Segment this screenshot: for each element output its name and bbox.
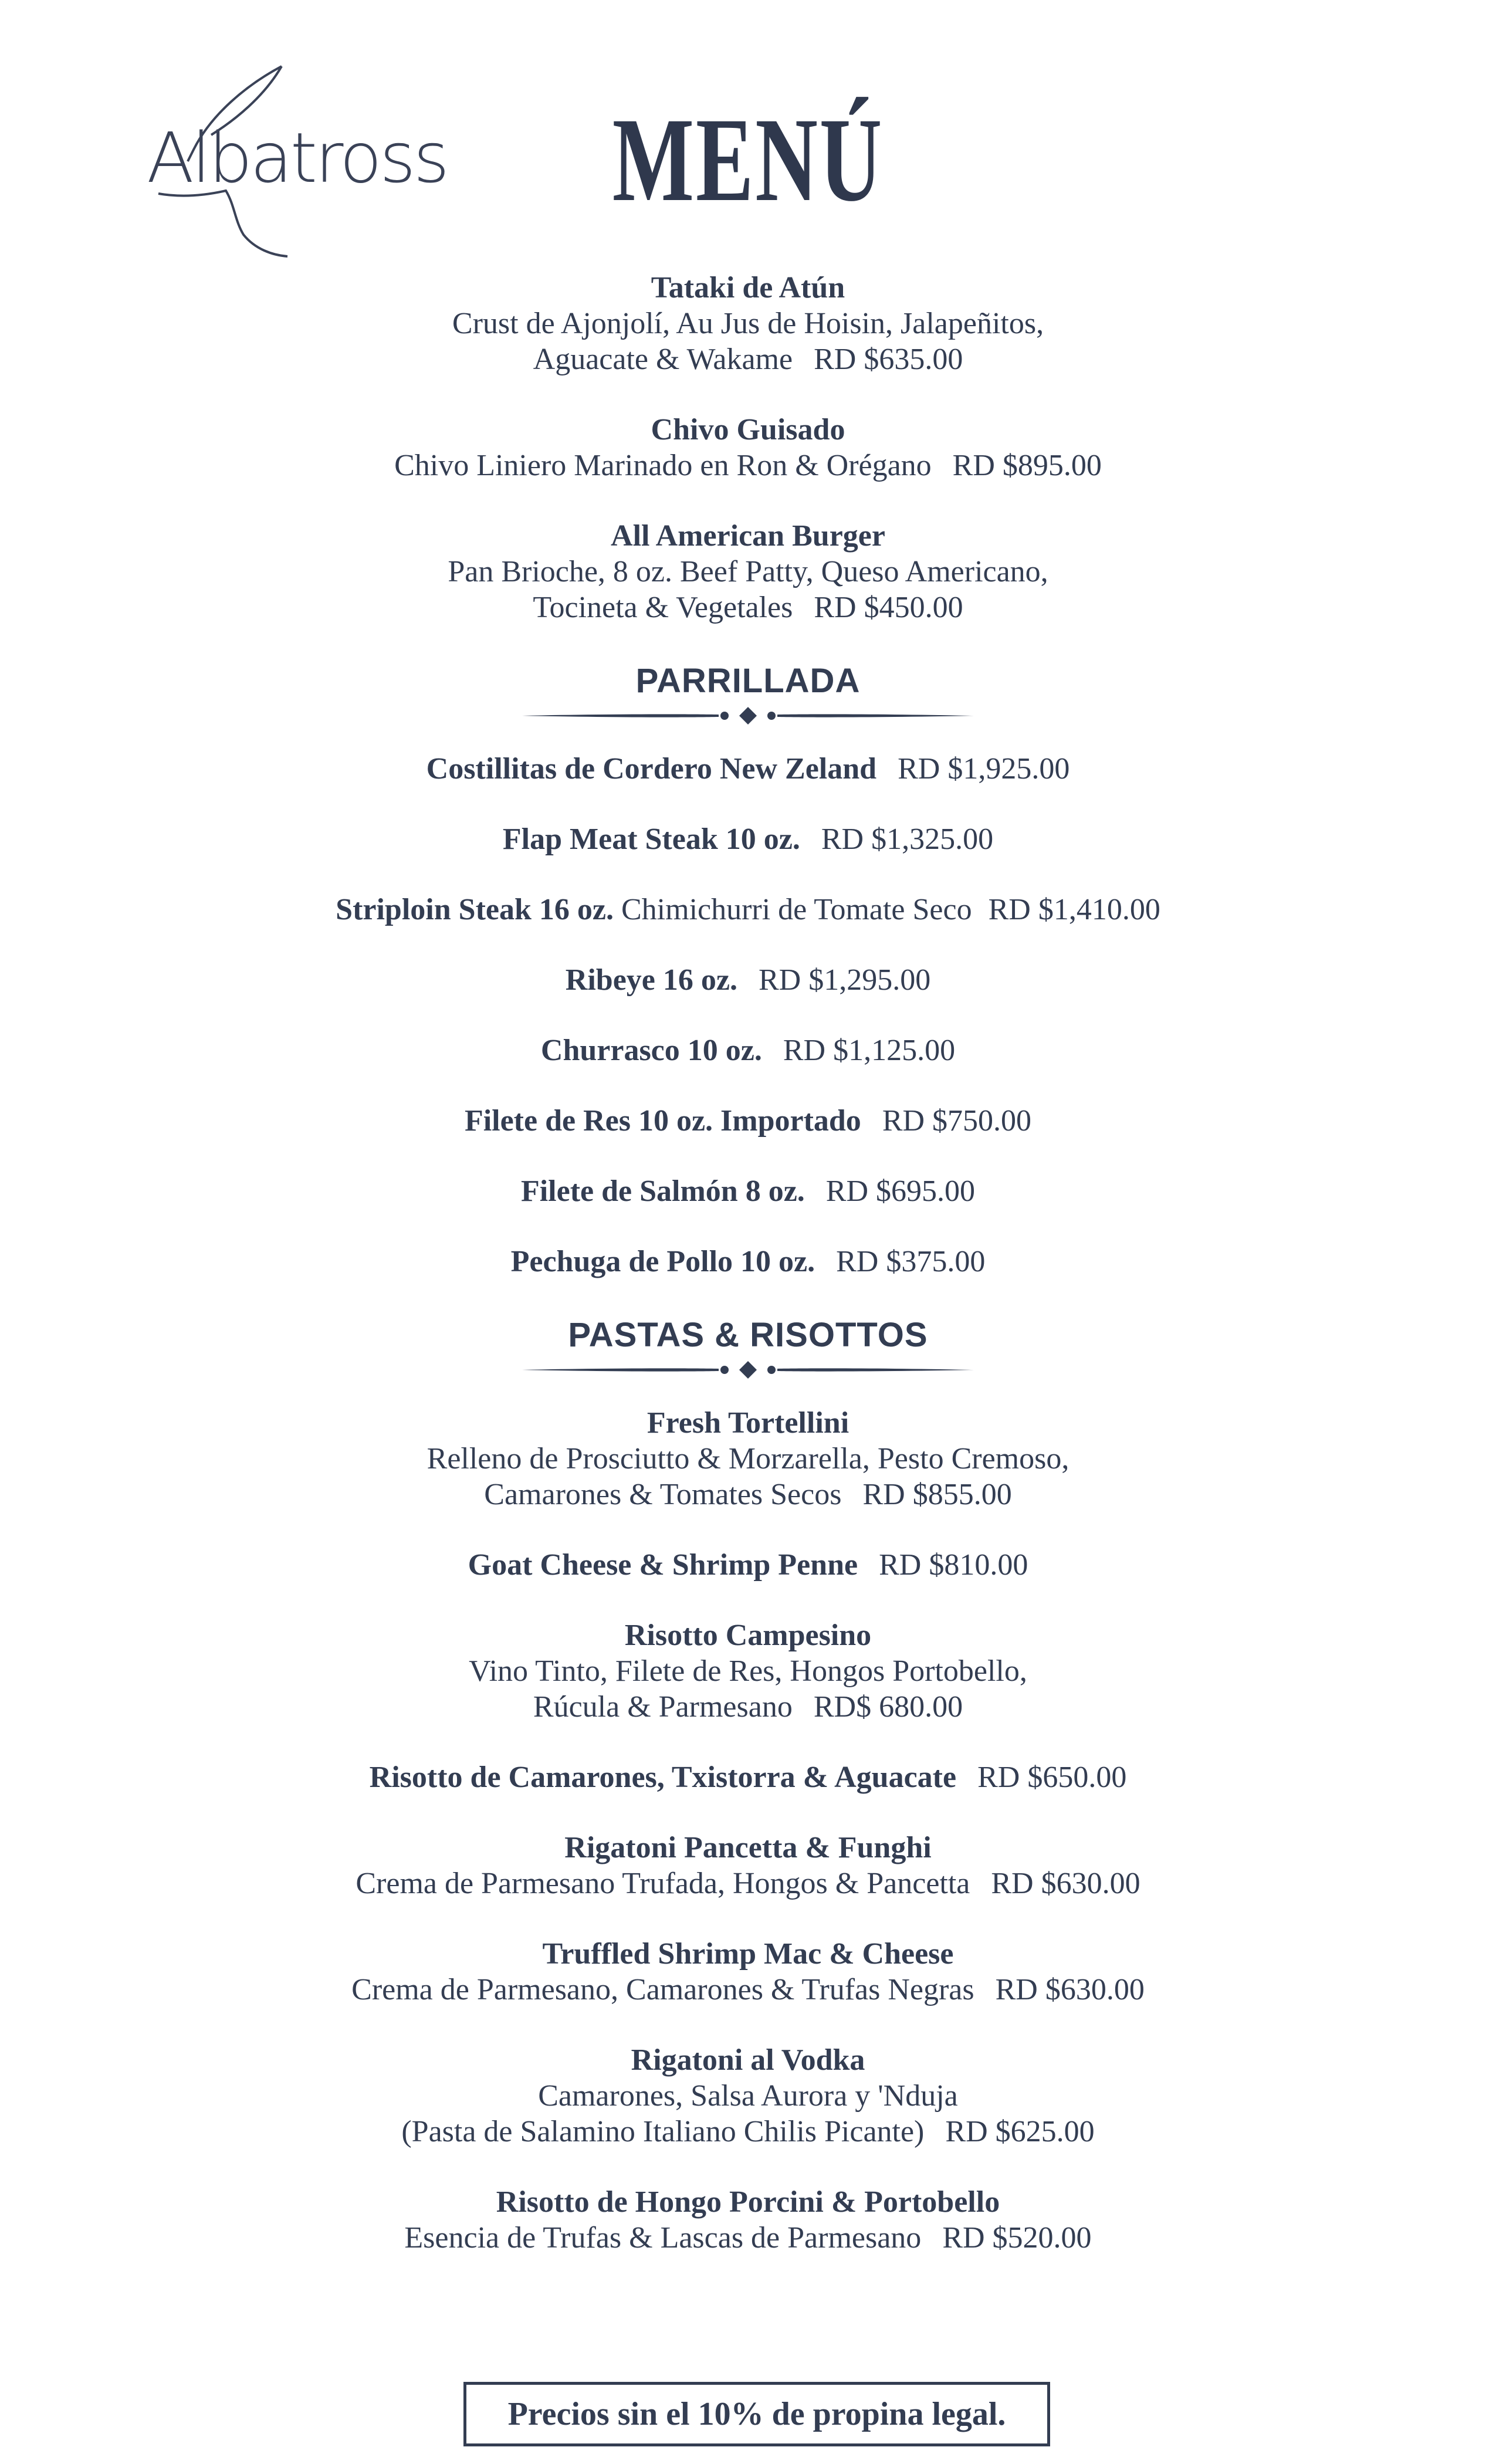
item-name: Churrasco 10 oz.: [540, 1034, 762, 1067]
item-price: RD $625.00: [945, 2115, 1095, 2148]
item-name: Goat Cheese & Shrimp Penne: [468, 1548, 858, 1582]
menu-item: [0, 2042, 1496, 2150]
item-name: All American Burger: [611, 519, 885, 553]
menu-item: [0, 518, 1496, 625]
section-title: PASTAS & RISOTTOS: [568, 1316, 928, 1354]
item-name: Costillitas de Cordero New Zeland: [426, 752, 877, 786]
menu-item: [0, 1033, 1496, 1068]
item-description: Crust de Ajonjolí, Au Jus de Hoisin, Jalapeñitos,: [452, 307, 1044, 340]
item-description: Camarones, Salsa Aurora y 'Nduja: [538, 2079, 958, 2113]
item-price: RD $520.00: [942, 2221, 1092, 2255]
item-name: Pechuga de Pollo 10 oz.: [510, 1245, 815, 1278]
logo-wordmark: Albatross: [147, 117, 448, 198]
item-price: RD $375.00: [836, 1245, 986, 1278]
section-pastas: [0, 1315, 1496, 1382]
menu-item: [0, 1759, 1496, 1795]
item-price: RD $650.00: [977, 1761, 1127, 1794]
item-price: RD $750.00: [882, 1104, 1032, 1138]
item-price: RD $1,325.00: [821, 823, 994, 856]
menu-content: [0, 270, 1496, 2290]
item-price: RD $895.00: [952, 449, 1102, 482]
ornament-divider: [519, 1358, 977, 1382]
item-price: RD $1,410.00: [988, 893, 1160, 926]
menu-item: [0, 1617, 1496, 1725]
item-name: Filete de Res 10 oz. Importado: [464, 1104, 861, 1138]
section-parrillada: [0, 661, 1496, 727]
menu-item: [0, 821, 1496, 857]
item-price: RD$ 680.00: [813, 1690, 963, 1724]
item-description: Crema de Parmesano Trufada, Hongos & Pancetta RD $630.00: [356, 1867, 1140, 1900]
item-name: Risotto Campesino: [624, 1619, 872, 1652]
item-name: Flap Meat Steak 10 oz.: [502, 823, 800, 856]
item-name: Rigatoni al Vodka: [631, 2043, 865, 2077]
item-description: Camarones & Tomates Secos RD $855.00: [484, 1478, 1012, 1511]
tip-disclaimer-box: Precios sin el 10% de propina legal.: [463, 2382, 1050, 2446]
item-name: Tataki de Atún: [651, 271, 845, 304]
item-description: Chivo Liniero Marinado en Ron & Orégano RD $895.00: [394, 449, 1102, 482]
item-name: Filete de Salmón 8 oz.: [520, 1175, 805, 1208]
item-price: RD $855.00: [862, 1478, 1012, 1511]
item-description: Esencia de Trufas & Lascas de Parmesano RD $520.00: [404, 2221, 1092, 2255]
item-price: RD $635.00: [814, 343, 963, 376]
item-price: RD $1,295.00: [758, 963, 931, 997]
section-title: PARRILLADA: [635, 662, 861, 700]
menu-item: [0, 1103, 1496, 1139]
item-price: RD $695.00: [825, 1175, 976, 1208]
item-name: Chivo Guisado: [651, 413, 845, 446]
item-description: Pan Brioche, 8 oz. Beef Patty, Queso Americano,: [448, 555, 1048, 588]
menu-item: [0, 1244, 1496, 1280]
item-description: Relleno de Prosciutto & Morzarella, Pesto Cremoso,: [427, 1442, 1069, 1475]
menu-item: [0, 1173, 1496, 1209]
menu-item: [0, 751, 1496, 787]
menu-title: MENÚ: [612, 93, 884, 226]
item-name: Truffled Shrimp Mac & Cheese: [542, 1937, 954, 1971]
item-name: Rigatoni Pancetta & Funghi: [564, 1831, 932, 1864]
item-name: Risotto de Hongo Porcini & Portobello: [496, 2185, 1000, 2219]
item-description: Crema de Parmesano, Camarones & Trufas Negras RD $630.00: [351, 1973, 1145, 2006]
item-description: Vino Tinto, Filete de Res, Hongos Portobello,: [469, 1654, 1027, 1688]
item-price: RD $1,125.00: [783, 1034, 956, 1067]
ornament-divider: [519, 704, 977, 727]
menu-item: [0, 1547, 1496, 1583]
menu-item: [0, 1405, 1496, 1512]
item-name: Risotto de Camarones, Txistorra & Aguacate: [369, 1761, 957, 1794]
menu-item: [0, 2184, 1496, 2256]
item-description: Aguacate & Wakame RD $635.00: [533, 343, 963, 376]
item-name: Fresh Tortellini: [647, 1406, 849, 1440]
item-price: RD $630.00: [995, 1973, 1145, 2006]
item-description: (Pasta de Salamino Italiano Chilis Picante) RD $625.00: [401, 2115, 1095, 2148]
menu-item: [0, 1830, 1496, 1901]
item-price: RD $630.00: [991, 1867, 1140, 1900]
item-name: Striploin Steak 16 oz.: [336, 893, 614, 926]
menu-item: [0, 962, 1496, 998]
item-price: RD $450.00: [814, 591, 963, 624]
menu-item: [0, 1936, 1496, 2008]
item-description: Chimichurri de Tomate Seco: [621, 893, 972, 926]
item-name: Ribeye 16 oz.: [565, 963, 737, 997]
item-description: Tocineta & Vegetales RD $450.00: [533, 591, 963, 624]
item-description: Rúcula & Parmesano RD$ 680.00: [533, 1690, 963, 1724]
item-price: RD $810.00: [879, 1548, 1028, 1582]
item-price: RD $1,925.00: [898, 752, 1070, 786]
menu-item: [0, 412, 1496, 483]
menu-item: [0, 270, 1496, 377]
menu-item: [0, 892, 1496, 928]
